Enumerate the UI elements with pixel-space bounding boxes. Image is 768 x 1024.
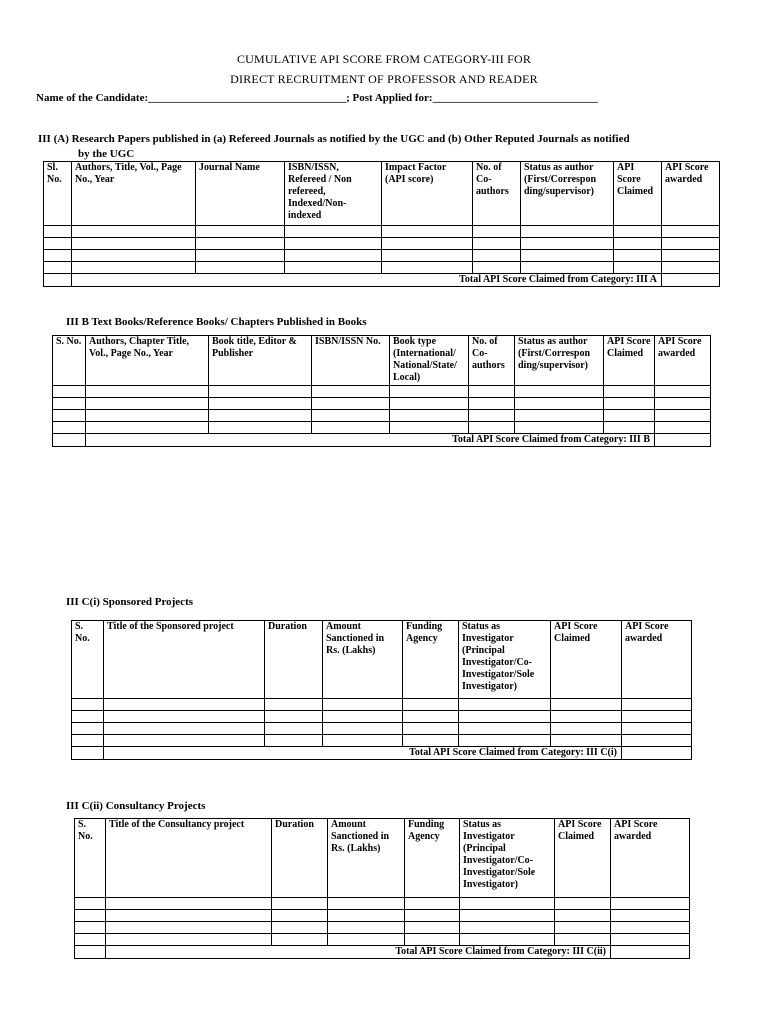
table-cell[interactable] bbox=[196, 226, 285, 238]
table-cell[interactable] bbox=[72, 735, 104, 747]
column-header: Book type (International/ National/State/ Local) bbox=[390, 336, 469, 386]
table-cell[interactable] bbox=[551, 723, 622, 735]
total-row bbox=[44, 274, 720, 287]
table-cell[interactable] bbox=[521, 262, 614, 274]
table-cell[interactable] bbox=[403, 723, 459, 735]
column-header: Status as Investigator (Principal Investigator/Co-Investigator/Sole Investigator) bbox=[459, 621, 551, 699]
table-cell[interactable] bbox=[53, 398, 86, 410]
column-header: API Score awarded bbox=[611, 819, 690, 898]
section-a-table bbox=[43, 161, 720, 287]
table-cell[interactable] bbox=[459, 723, 551, 735]
column-header: Status as author (First/Correspon ding/supervisor) bbox=[515, 336, 604, 386]
table-row bbox=[75, 922, 690, 934]
page-title: CUMULATIVE API SCORE FROM CATEGORY-III FOR bbox=[236, 52, 532, 66]
table-cell[interactable] bbox=[622, 699, 692, 711]
table-cell[interactable] bbox=[622, 723, 692, 735]
table-row bbox=[44, 262, 720, 274]
table-cell[interactable] bbox=[622, 711, 692, 723]
table-cell[interactable] bbox=[614, 226, 662, 238]
table-cell[interactable] bbox=[104, 699, 265, 711]
table-cell[interactable] bbox=[44, 238, 72, 250]
table-cell[interactable] bbox=[209, 398, 312, 410]
table-cell[interactable] bbox=[104, 735, 265, 747]
column-header: Authors, Title, Vol., Page No., Year bbox=[72, 162, 196, 226]
column-header: Amount Sanctioned in Rs. (Lakhs) bbox=[323, 621, 403, 699]
column-header: ISBN/ISSN, Refereed / Non refereed, Indexed/Non-indexed bbox=[285, 162, 382, 226]
column-header: Funding Agency bbox=[403, 621, 459, 699]
table-cell[interactable] bbox=[521, 250, 614, 262]
table-cell[interactable] bbox=[611, 934, 690, 946]
column-header: API Score awarded bbox=[622, 621, 692, 699]
table-row bbox=[53, 398, 711, 410]
section-c1-table bbox=[71, 620, 692, 760]
table-cell[interactable] bbox=[285, 262, 382, 274]
table-cell[interactable] bbox=[285, 238, 382, 250]
page-subtitle: DIRECT RECRUITMENT OF PROFESSOR AND READER bbox=[230, 72, 538, 86]
table-cell[interactable] bbox=[272, 934, 328, 946]
column-header: S. No. bbox=[53, 336, 86, 386]
table-cell[interactable] bbox=[469, 398, 515, 410]
table-row bbox=[72, 735, 692, 747]
table-cell[interactable] bbox=[473, 250, 521, 262]
table-row bbox=[75, 910, 690, 922]
table-cell[interactable] bbox=[551, 735, 622, 747]
column-header: Amount Sanctioned in Rs. (Lakhs) bbox=[328, 819, 405, 898]
table-cell[interactable] bbox=[285, 250, 382, 262]
table-cell[interactable] bbox=[459, 735, 551, 747]
table-cell[interactable] bbox=[75, 922, 106, 934]
table-cell[interactable] bbox=[382, 262, 473, 274]
table-cell[interactable] bbox=[72, 238, 196, 250]
column-header: Book title, Editor & Publisher bbox=[209, 336, 312, 386]
table-cell[interactable] bbox=[72, 711, 104, 723]
table-cell[interactable] bbox=[515, 422, 604, 434]
table-cell[interactable] bbox=[265, 711, 323, 723]
table-cell[interactable] bbox=[555, 898, 611, 910]
total-value-cell[interactable] bbox=[611, 946, 690, 959]
column-header: Authors, Chapter Title, Vol., Page No., Year bbox=[86, 336, 209, 386]
table-cell[interactable] bbox=[75, 910, 106, 922]
table-row bbox=[44, 226, 720, 238]
table-cell[interactable] bbox=[469, 386, 515, 398]
table-cell[interactable] bbox=[460, 934, 555, 946]
table-cell[interactable] bbox=[555, 910, 611, 922]
header-row bbox=[72, 621, 692, 699]
total-value-cell[interactable] bbox=[622, 747, 692, 760]
table-row bbox=[44, 250, 720, 262]
table-cell[interactable] bbox=[405, 922, 460, 934]
column-header: Title of the Consultancy project bbox=[106, 819, 272, 898]
table-cell[interactable] bbox=[106, 922, 272, 934]
total-row bbox=[53, 434, 711, 447]
table-cell[interactable] bbox=[473, 226, 521, 238]
table-cell[interactable] bbox=[196, 238, 285, 250]
header-row bbox=[75, 819, 690, 898]
table-cell[interactable] bbox=[265, 699, 323, 711]
table-cell bbox=[72, 747, 104, 760]
table-cell[interactable] bbox=[655, 398, 711, 410]
table-cell[interactable] bbox=[44, 250, 72, 262]
table-cell[interactable] bbox=[604, 398, 655, 410]
table-cell[interactable] bbox=[655, 422, 711, 434]
column-header: Status as author (First/Correspon ding/supervisor) bbox=[521, 162, 614, 226]
table-cell[interactable] bbox=[86, 410, 209, 422]
table-cell[interactable] bbox=[614, 262, 662, 274]
table-cell[interactable] bbox=[662, 250, 720, 262]
table-row bbox=[75, 934, 690, 946]
table-cell[interactable] bbox=[655, 386, 711, 398]
table-cell[interactable] bbox=[521, 238, 614, 250]
table-cell[interactable] bbox=[459, 699, 551, 711]
column-header: Impact Factor (API score) bbox=[382, 162, 473, 226]
table-row bbox=[72, 699, 692, 711]
table-cell[interactable] bbox=[515, 410, 604, 422]
table-cell[interactable] bbox=[655, 410, 711, 422]
table-row bbox=[75, 898, 690, 910]
section-b-table bbox=[52, 335, 711, 447]
table-cell[interactable] bbox=[86, 398, 209, 410]
column-header: No. of Co-authors bbox=[473, 162, 521, 226]
table-cell[interactable] bbox=[53, 410, 86, 422]
table-cell[interactable] bbox=[614, 238, 662, 250]
section-a-heading-cont: by the UGC bbox=[78, 148, 135, 160]
table-cell[interactable] bbox=[403, 711, 459, 723]
table-cell[interactable] bbox=[285, 226, 382, 238]
table-cell[interactable] bbox=[469, 422, 515, 434]
table-cell[interactable] bbox=[53, 386, 86, 398]
table-cell[interactable] bbox=[272, 910, 328, 922]
table-cell[interactable] bbox=[382, 250, 473, 262]
table-cell[interactable] bbox=[196, 250, 285, 262]
table-cell[interactable] bbox=[521, 226, 614, 238]
table-cell[interactable] bbox=[75, 934, 106, 946]
table-cell[interactable] bbox=[390, 386, 469, 398]
table-cell[interactable] bbox=[405, 910, 460, 922]
table-cell[interactable] bbox=[328, 910, 405, 922]
table-cell[interactable] bbox=[622, 735, 692, 747]
table-cell[interactable] bbox=[72, 226, 196, 238]
table-cell[interactable] bbox=[209, 386, 312, 398]
column-header: Status as Investigator (Principal Investigator/Co-Investigator/Sole Investigator) bbox=[460, 819, 555, 898]
table-cell[interactable] bbox=[312, 410, 390, 422]
column-header: API Score awarded bbox=[662, 162, 720, 226]
table-cell[interactable] bbox=[106, 898, 272, 910]
table-cell[interactable] bbox=[272, 898, 328, 910]
table-cell[interactable] bbox=[106, 910, 272, 922]
column-header: Title of the Sponsored project bbox=[104, 621, 265, 699]
table-cell[interactable] bbox=[460, 910, 555, 922]
candidate-line: Name of the Candidate:____________________________________; Post Applied for:______________________________ bbox=[36, 92, 598, 104]
table-cell[interactable] bbox=[209, 410, 312, 422]
column-header: Sl. No. bbox=[44, 162, 72, 226]
table-cell[interactable] bbox=[611, 898, 690, 910]
section-b-heading: III B Text Books/Reference Books/ Chapters Published in Books bbox=[66, 316, 367, 328]
table-row bbox=[72, 711, 692, 723]
table-cell[interactable] bbox=[323, 699, 403, 711]
total-label: Total API Score Claimed from Category: III C(ii) bbox=[106, 946, 611, 959]
table-cell[interactable] bbox=[390, 422, 469, 434]
table-cell[interactable] bbox=[104, 723, 265, 735]
table-cell[interactable] bbox=[265, 723, 323, 735]
column-header: No. of Co-authors bbox=[469, 336, 515, 386]
table-cell[interactable] bbox=[104, 711, 265, 723]
table-cell[interactable] bbox=[382, 238, 473, 250]
column-header: Funding Agency bbox=[405, 819, 460, 898]
table-cell[interactable] bbox=[196, 262, 285, 274]
table-cell[interactable] bbox=[551, 699, 622, 711]
table-cell[interactable] bbox=[662, 226, 720, 238]
table-cell[interactable] bbox=[604, 410, 655, 422]
table-cell[interactable] bbox=[312, 398, 390, 410]
column-header: API Score Claimed bbox=[555, 819, 611, 898]
table-cell[interactable] bbox=[209, 422, 312, 434]
table-cell[interactable] bbox=[390, 410, 469, 422]
table-cell[interactable] bbox=[459, 711, 551, 723]
table-cell[interactable] bbox=[86, 422, 209, 434]
table-cell bbox=[75, 946, 106, 959]
table-cell[interactable] bbox=[323, 723, 403, 735]
table-cell[interactable] bbox=[403, 699, 459, 711]
table-cell[interactable] bbox=[473, 262, 521, 274]
table-row bbox=[72, 723, 692, 735]
column-header: API Score awarded bbox=[655, 336, 711, 386]
table-cell[interactable] bbox=[405, 898, 460, 910]
table-cell[interactable] bbox=[604, 422, 655, 434]
table-cell[interactable] bbox=[328, 922, 405, 934]
table-cell[interactable] bbox=[328, 898, 405, 910]
table-row bbox=[53, 422, 711, 434]
table-cell[interactable] bbox=[460, 898, 555, 910]
column-header: Journal Name bbox=[196, 162, 285, 226]
table-cell[interactable] bbox=[328, 934, 405, 946]
column-header: Duration bbox=[265, 621, 323, 699]
table-cell[interactable] bbox=[555, 922, 611, 934]
table-cell[interactable] bbox=[312, 422, 390, 434]
table-cell[interactable] bbox=[323, 711, 403, 723]
table-cell[interactable] bbox=[555, 934, 611, 946]
table-cell[interactable] bbox=[53, 422, 86, 434]
column-header: S. No. bbox=[72, 621, 104, 699]
table-cell[interactable] bbox=[614, 250, 662, 262]
table-cell[interactable] bbox=[44, 262, 72, 274]
table-cell[interactable] bbox=[611, 922, 690, 934]
total-value-cell[interactable] bbox=[662, 274, 720, 287]
table-cell[interactable] bbox=[323, 735, 403, 747]
table-cell[interactable] bbox=[75, 898, 106, 910]
table-cell[interactable] bbox=[86, 386, 209, 398]
table-cell[interactable] bbox=[265, 735, 323, 747]
table-cell[interactable] bbox=[515, 398, 604, 410]
table-cell[interactable] bbox=[106, 934, 272, 946]
section-c2-heading: III C(ii) Consultancy Projects bbox=[66, 800, 206, 812]
table-cell[interactable] bbox=[515, 386, 604, 398]
column-header: API Score Claimed bbox=[604, 336, 655, 386]
table-cell[interactable] bbox=[604, 386, 655, 398]
table-cell[interactable] bbox=[390, 398, 469, 410]
column-header: Duration bbox=[272, 819, 328, 898]
table-cell[interactable] bbox=[72, 262, 196, 274]
table-cell[interactable] bbox=[72, 723, 104, 735]
table-cell[interactable] bbox=[44, 226, 72, 238]
header-row bbox=[53, 336, 711, 386]
table-cell[interactable] bbox=[460, 922, 555, 934]
section-c2-table bbox=[74, 818, 690, 959]
table-row bbox=[44, 238, 720, 250]
table-cell[interactable] bbox=[473, 238, 521, 250]
column-header: ISBN/ISSN No. bbox=[312, 336, 390, 386]
total-label: Total API Score Claimed from Category: III C(i) bbox=[104, 747, 622, 760]
column-header: API Score Claimed bbox=[551, 621, 622, 699]
total-row bbox=[75, 946, 690, 959]
table-cell[interactable] bbox=[611, 910, 690, 922]
table-row bbox=[53, 386, 711, 398]
total-row bbox=[72, 747, 692, 760]
table-cell[interactable] bbox=[312, 386, 390, 398]
total-value-cell[interactable] bbox=[655, 434, 711, 447]
section-a-heading: III (A) Research Papers published in (a) Refereed Journals as notified by the UGC and (b) Other Reputed Journals as notified bbox=[38, 133, 630, 145]
section-c1-heading: III C(i) Sponsored Projects bbox=[66, 596, 194, 608]
header-row bbox=[44, 162, 720, 226]
table-cell bbox=[44, 274, 72, 287]
total-label: Total API Score Claimed from Category: III A bbox=[72, 274, 662, 287]
table-cell[interactable] bbox=[469, 410, 515, 422]
table-cell[interactable] bbox=[382, 226, 473, 238]
table-row bbox=[53, 410, 711, 422]
table-cell[interactable] bbox=[551, 711, 622, 723]
table-cell[interactable] bbox=[403, 735, 459, 747]
table-cell[interactable] bbox=[405, 934, 460, 946]
table-cell[interactable] bbox=[662, 262, 720, 274]
total-label: Total API Score Claimed from Category: III B bbox=[86, 434, 655, 447]
table-cell[interactable] bbox=[72, 699, 104, 711]
table-cell bbox=[53, 434, 86, 447]
column-header: S. No. bbox=[75, 819, 106, 898]
table-cell[interactable] bbox=[662, 238, 720, 250]
table-cell[interactable] bbox=[272, 922, 328, 934]
table-cell[interactable] bbox=[72, 250, 196, 262]
column-header: API Score Claimed bbox=[614, 162, 662, 226]
